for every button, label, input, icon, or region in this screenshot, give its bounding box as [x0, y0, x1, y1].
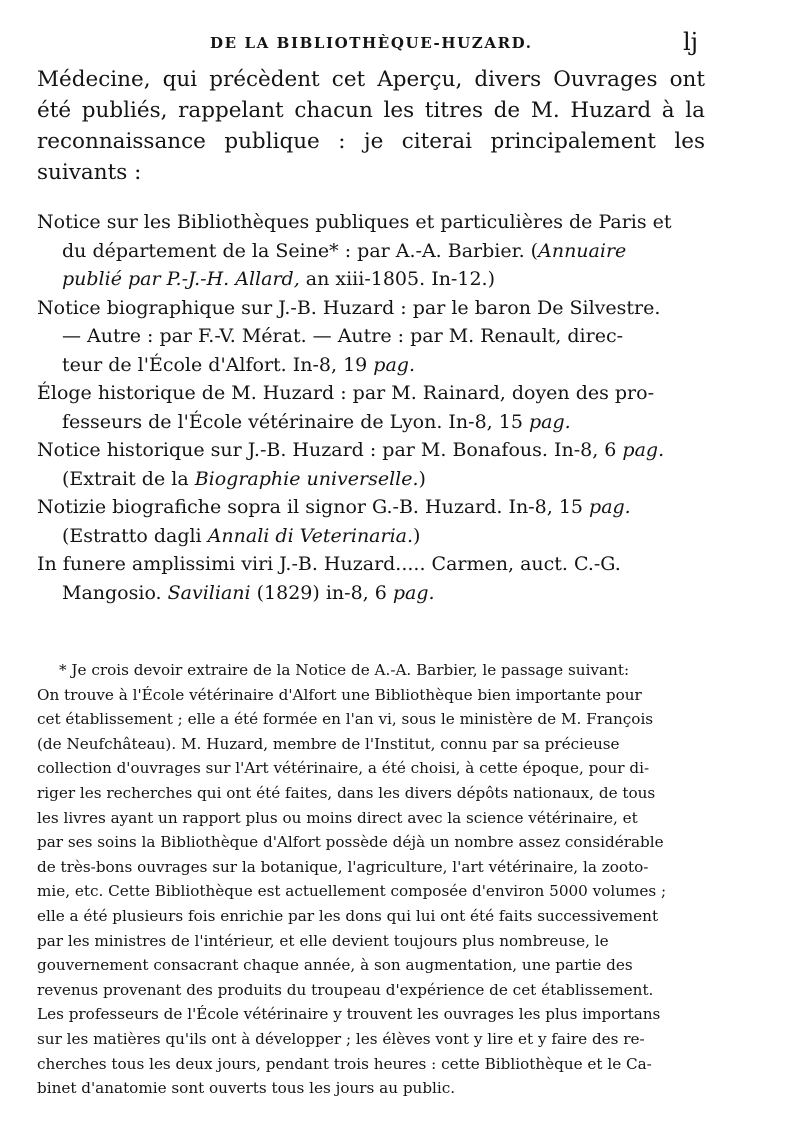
running-title: DE LA BIBLIOTHÈQUE-HUZARD.: [210, 34, 533, 52]
entry-line: [37, 465, 705, 494]
intro-paragraph: [37, 64, 705, 188]
entry-line: [37, 522, 705, 551]
page-header: [0, 28, 800, 58]
entry-line: [37, 237, 705, 266]
entry-text: an xiii-1805. In-12.): [299, 268, 495, 290]
footnote-line: de très-bons ouvrages sur la botanique, l'agriculture, l'art vétérinaire, la zooto-: [37, 857, 649, 876]
bibliography-entry: [37, 379, 705, 436]
footnote-line: Les professeurs de l'École vétérinaire y trouvent les ouvrages les plus importans: [37, 1005, 661, 1024]
entry-line: In funere amplissimi viri J.-B. Huzard..... Carmen, auct. C.-G.: [37, 553, 621, 575]
intro-line: Médecine, qui précèdent cet Aperçu, divers Ouvrages ont: [37, 67, 705, 92]
footnote-line: mie, etc. Cette Bibliothèque est actuellement composée d'environ 5000 volumes ;: [37, 882, 667, 901]
bibliography-entry: [37, 550, 705, 607]
intro-line: été publiés, rappelant chacun les titres de M. Huzard à la: [37, 98, 705, 123]
footnote-line: elle a été plusieurs fois enrichie par les dons qui lui ont été faits successivement: [37, 906, 659, 925]
entry-italic: Biographie universelle.: [194, 467, 419, 490]
bibliography-entry: [37, 208, 705, 294]
bibliography-entry: [37, 493, 705, 550]
entry-italic: pag.: [589, 496, 631, 518]
entry-text: Notice historique sur J.-B. Huzard : par M. Bonafous. In-8, 6: [37, 439, 623, 461]
entry-text: (Extrait de la: [62, 467, 195, 490]
footnote-line: riger les recherches qui ont été faites, dans les divers dépôts nationaux, de tous: [37, 783, 656, 802]
entry-italic: pag.: [622, 439, 665, 461]
footnote-line: par ses soins la Bibliothèque d'Alfort possède déjà un nombre assez considérable: [37, 833, 664, 852]
footnote-line: les livres ayant un rapport plus ou moins direct avec la science vétérinaire, et: [37, 808, 638, 827]
entry-text: Notizie biografiche sopra il signor G.-B. Huzard. In-8, 15: [37, 496, 590, 518]
entry-line: [37, 351, 705, 380]
entry-text: du département de la Seine* : par A.-A. Barbier. (: [62, 239, 539, 262]
footnote-line: cet établissement ; elle a été formée en l'an vi, sous le ministère de M. François: [37, 710, 654, 729]
footnote: [37, 658, 707, 1101]
entry-italic: pag.: [373, 353, 415, 376]
entry-italic: Annali di Veterinaria.: [207, 524, 414, 547]
footnote-line: On trouve à l'École vétérinaire d'Alfort une Bibliothèque bien importante pour: [37, 685, 642, 704]
entry-italic: Saviliani: [167, 581, 251, 604]
entry-text: ): [413, 524, 421, 547]
entry-italic: publié par P.-J.-H. Allard,: [62, 268, 300, 290]
footnote-line: cherches tous les deux jours, pendant trois heures : cette Bibliothèque et le Ca-: [37, 1054, 652, 1073]
intro-line: suivants :: [37, 160, 142, 185]
entry-line: Notice biographique sur J.-B. Huzard : par le baron De Silvestre.: [37, 296, 661, 319]
entry-italic: pag.: [392, 581, 435, 604]
entry-line: [37, 408, 705, 437]
footnote-line: revenus provenant des produits du troupeau d'expérience de cet établissement.: [37, 980, 654, 999]
entry-text: fesseurs de l'École vétérinaire de Lyon. In-8, 15: [62, 410, 529, 433]
entry-text: ): [418, 467, 426, 490]
intro-line: reconnaissance publique : je citerai principalement les: [37, 129, 705, 154]
entry-line: [37, 579, 705, 608]
entry-text: teur de l'École d'Alfort. In-8, 19: [62, 353, 374, 376]
entry-italic: Annuaire: [538, 239, 627, 262]
footnote-line: binet d'anatomie sont ouverts tous les jours au public.: [37, 1079, 456, 1098]
footnote-line: (de Neufchâteau). M. Huzard, membre de l'Institut, connu par sa précieuse: [37, 734, 620, 753]
entry-line: Éloge historique de M. Huzard : par M. Rainard, doyen des pro-: [37, 382, 654, 404]
footnote-line: * Je crois devoir extraire de la Notice de A.-A. Barbier, le passage suivant:: [59, 661, 630, 679]
entry-text: (Estratto dagli: [62, 524, 208, 547]
entry-text: (1829) in-8, 6: [250, 581, 393, 604]
entry-line: Notice sur les Bibliothèques publiques et particulières de Paris et: [37, 211, 672, 233]
entry-italic: pag.: [528, 410, 571, 433]
entry-line: [37, 265, 705, 294]
footnote-line: par les ministres de l'intérieur, et elle devient toujours plus nombreuse, le: [37, 931, 609, 950]
entry-text: Mangosio.: [62, 581, 168, 604]
bibliography-list: [37, 208, 705, 607]
bibliography-entry: [37, 436, 705, 493]
footnote-line: collection d'ouvrages sur l'Art vétérinaire, a été choisi, à cette époque, pour di-: [37, 759, 650, 778]
page-number: lj: [683, 28, 699, 56]
entry-line: [37, 493, 705, 522]
bibliography-entry: [37, 294, 705, 380]
footnote-line: gouvernement consacrant chaque année, à son augmentation, une partie des: [37, 956, 633, 975]
footnote-line: sur les matières qu'ils ont à développer ; les élèves vont y lire et y faire des re-: [37, 1029, 645, 1048]
entry-line: — Autre : par F.-V. Mérat. — Autre : par M. Renault, direc-: [62, 325, 624, 347]
entry-line: [37, 436, 705, 465]
